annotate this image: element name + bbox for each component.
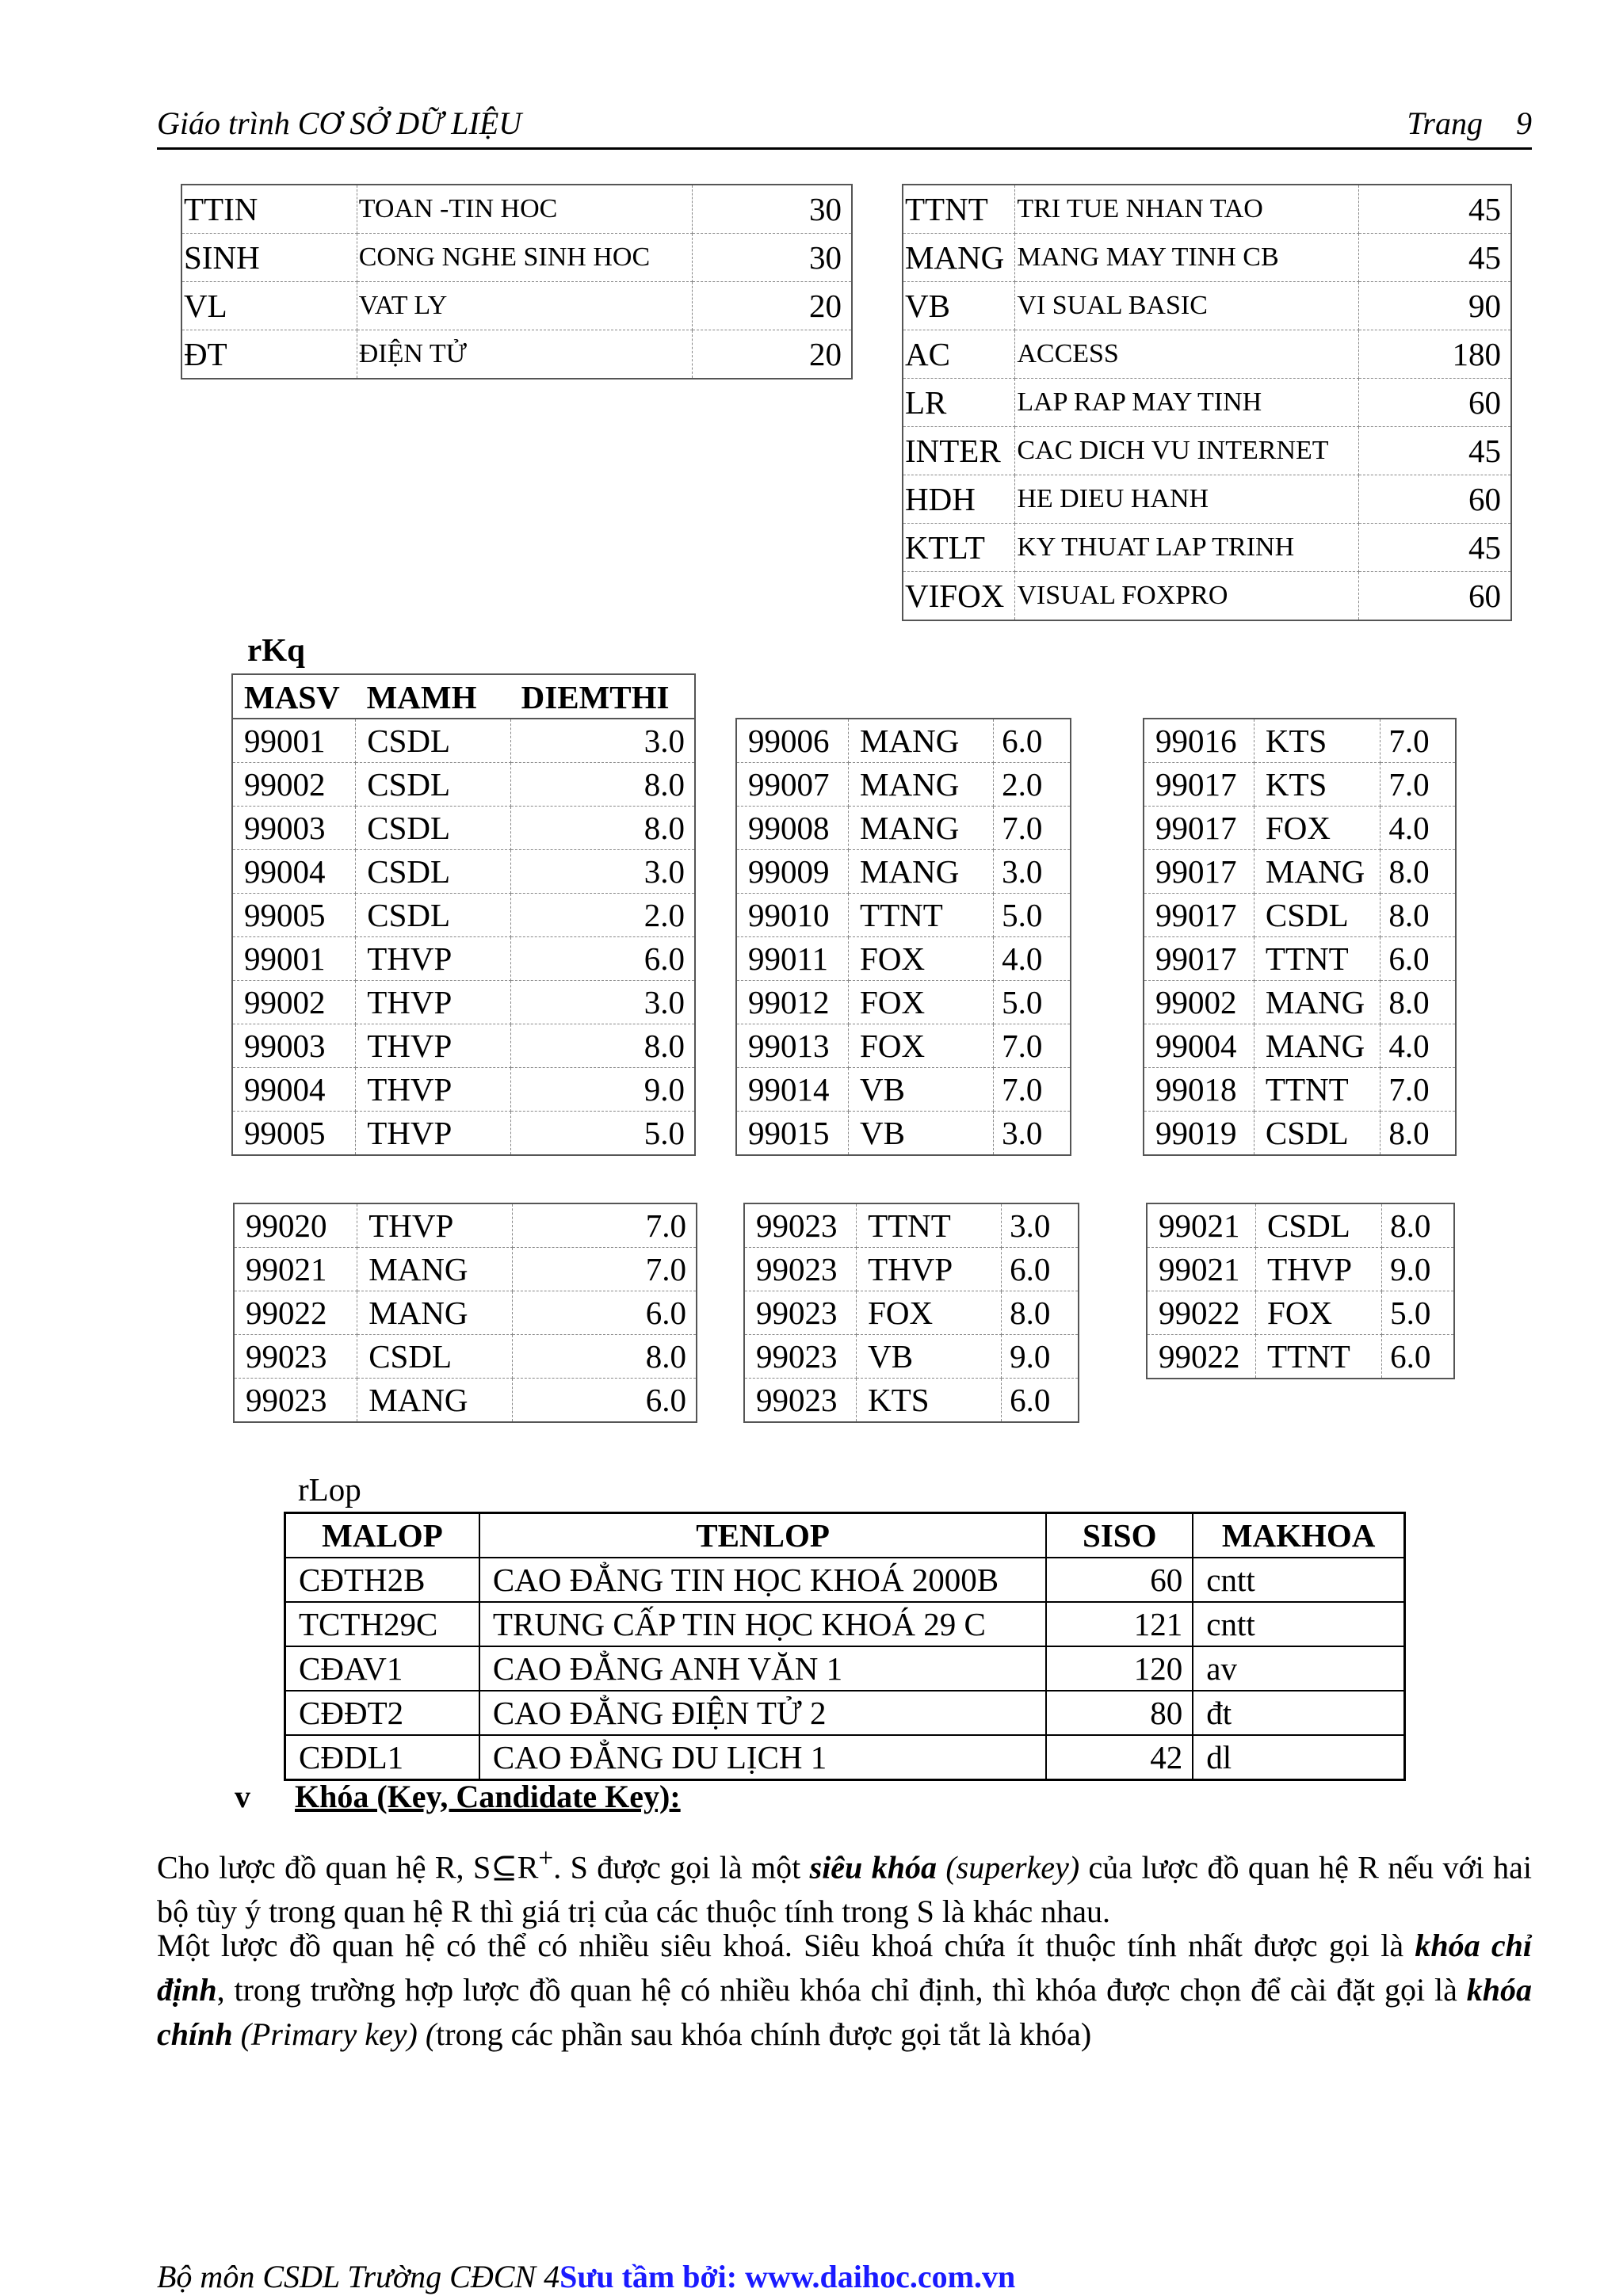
subject-code: MANG	[849, 850, 994, 894]
subject-row	[181, 282, 852, 330]
class-name: TRUNG CẤP TIN HỌC KHOÁ 29 C	[479, 1602, 1046, 1646]
subject-code: MANG	[357, 1248, 513, 1291]
subject-code: TTNT	[1256, 1335, 1382, 1379]
p1-text-b: R	[517, 1849, 539, 1886]
subject-code: CSDL	[1254, 894, 1380, 937]
result-row	[744, 1379, 1079, 1423]
subject-hours: 180	[1358, 330, 1511, 379]
subset-symbol: ⊆	[491, 1849, 517, 1886]
student-id: 99017	[1144, 763, 1254, 807]
col-header-siso: SISO	[1046, 1513, 1193, 1558]
score: 8.0	[512, 1335, 697, 1379]
score: 3.0	[510, 719, 695, 763]
subject-code: CSDL	[356, 894, 510, 937]
score: 7.0	[994, 807, 1071, 850]
result-row	[232, 763, 695, 807]
score: 3.0	[994, 850, 1071, 894]
student-id: 99005	[232, 894, 356, 937]
student-id: 99001	[232, 937, 356, 981]
subject-code: CSDL	[1254, 1112, 1380, 1156]
result-row	[744, 1248, 1079, 1291]
subject-code: VB	[849, 1068, 994, 1112]
subject-hours: 45	[1358, 234, 1511, 282]
student-id: 99022	[234, 1291, 357, 1335]
score: 7.0	[1381, 719, 1456, 763]
result-row	[232, 1112, 695, 1156]
subject-code: ĐT	[181, 330, 357, 379]
col-header-malop: MALOP	[285, 1513, 479, 1558]
student-id: 99002	[232, 981, 356, 1024]
student-id: 99002	[232, 763, 356, 807]
result-row	[232, 807, 695, 850]
subject-row	[903, 475, 1511, 524]
rkq-block-2	[735, 718, 1071, 1156]
subject-name: CAC DICH VU INTERNET	[1015, 427, 1359, 475]
student-id: 99023	[744, 1203, 857, 1248]
result-row	[736, 894, 1071, 937]
result-row	[232, 1024, 695, 1068]
student-id: 99009	[736, 850, 849, 894]
rlop-table	[284, 1512, 1406, 1781]
subject-code: MANG	[849, 719, 994, 763]
subject-code: TTNT	[1254, 937, 1380, 981]
subject-code: FOX	[849, 1024, 994, 1068]
subject-code: TTNT	[857, 1203, 1002, 1248]
student-id: 99017	[1144, 807, 1254, 850]
score: 6.0	[1390, 1338, 1431, 1375]
subject-code: FOX	[1254, 807, 1380, 850]
faculty-code: đt	[1193, 1691, 1404, 1735]
subject-code: THVP	[356, 1068, 510, 1112]
result-row	[736, 807, 1071, 850]
col-header-mamh: MAMH	[366, 679, 477, 715]
student-id: 99002	[1144, 981, 1254, 1024]
score: 3.0	[1002, 1203, 1079, 1248]
subject-row	[903, 234, 1511, 282]
student-id: 99019	[1144, 1112, 1254, 1156]
result-row	[232, 981, 695, 1024]
result-row	[1144, 937, 1456, 981]
score: 7.0	[994, 1024, 1071, 1068]
subject-code: KTS	[1254, 763, 1380, 807]
p2-text-a: Một lược đồ quan hệ có thể có nhiều siêu khoá. Siêu khoá chứa ít thuộc tính nhất được gọi là	[157, 1928, 1415, 1963]
term-candidate-key: khóa chỉ định	[157, 1928, 1533, 2008]
subject-name: CONG NGHE SINH HOC	[357, 234, 693, 282]
subject-code: VIFOX	[903, 572, 1015, 621]
score: 4.0	[1381, 807, 1456, 850]
subject-name: VISUAL FOXPRO	[1015, 572, 1359, 621]
result-row	[736, 1024, 1071, 1068]
result-row	[1144, 981, 1456, 1024]
result-row	[234, 1335, 697, 1379]
student-id: 99022	[1147, 1335, 1256, 1379]
subject-name: VI SUAL BASIC	[1015, 282, 1359, 330]
student-id: 99023	[744, 1248, 857, 1291]
student-id: 99015	[736, 1112, 849, 1156]
subject-code: FOX	[849, 937, 994, 981]
subject-code: TTIN	[181, 185, 357, 234]
subject-row	[181, 185, 852, 234]
result-row	[234, 1248, 697, 1291]
subject-hours: 90	[1358, 282, 1511, 330]
student-id: 99017	[1144, 894, 1254, 937]
subject-code: MANG	[849, 807, 994, 850]
score: 5.0	[643, 1115, 685, 1151]
result-row	[1144, 807, 1456, 850]
score: 2.0	[994, 763, 1071, 807]
score: 8.0	[510, 763, 695, 807]
score: 6.0	[1010, 1382, 1051, 1418]
result-row	[234, 1379, 697, 1423]
result-row	[744, 1335, 1079, 1379]
score: 2.0	[510, 894, 695, 937]
section-heading: Khóa (Key, Candidate Key):	[295, 1779, 681, 1814]
subject-code: KTLT	[903, 524, 1015, 572]
score: 6.0	[645, 1382, 686, 1418]
class-name: CAO ĐẲNG ANH VĂN 1	[479, 1646, 1046, 1691]
score: 7.0	[512, 1248, 697, 1291]
subject-name: VAT LY	[357, 282, 693, 330]
class-row	[285, 1735, 1405, 1780]
student-id: 99021	[1147, 1203, 1256, 1248]
class-row	[285, 1602, 1405, 1646]
score: 3.0	[510, 981, 695, 1024]
subject-code: TTNT	[849, 894, 994, 937]
subject-code: THVP	[857, 1248, 1002, 1291]
rkq-block-5	[743, 1203, 1079, 1423]
subject-hours: 45	[1358, 524, 1511, 572]
subject-code: MANG	[849, 763, 994, 807]
student-id: 99013	[736, 1024, 849, 1068]
paragraph-candidate-key	[157, 1924, 1532, 2057]
subject-code: AC	[903, 330, 1015, 379]
student-id: 99005	[232, 1112, 356, 1156]
subject-row	[181, 330, 852, 379]
student-id: 99004	[232, 850, 356, 894]
score: 8.0	[510, 807, 695, 850]
class-name: CAO ĐẲNG DU LỊCH 1	[479, 1735, 1046, 1780]
subject-code: LR	[903, 379, 1015, 427]
col-header-makhoa: MAKHOA	[1193, 1513, 1404, 1558]
bullet-marker: v	[235, 1779, 250, 1814]
subject-code: CSDL	[356, 807, 510, 850]
student-id: 99020	[234, 1203, 357, 1248]
score: 9.0	[1002, 1335, 1079, 1379]
subject-row	[903, 572, 1511, 621]
col-header-diemthi: DIEMTHI	[521, 679, 670, 715]
class-row	[285, 1646, 1405, 1691]
page-indicator	[1407, 105, 1532, 142]
score: 7.0	[994, 1068, 1071, 1112]
p2-text-b: , trong trường hợp lược đồ quan hệ có nhiều khóa chỉ định, thì khóa được chọn để cài đặt gọi là	[216, 1972, 1467, 2008]
term-superkey-en: (superkey)	[936, 1849, 1080, 1886]
class-name: CAO ĐẲNG ĐIỆN TỬ 2	[479, 1691, 1046, 1735]
student-id: 99003	[232, 1024, 356, 1068]
subject-name: HE DIEU HANH	[1015, 475, 1359, 524]
subject-code: THVP	[356, 1112, 510, 1156]
score: 7.0	[1381, 763, 1456, 807]
subject-row	[903, 379, 1511, 427]
subject-code: MANG	[357, 1379, 513, 1423]
footer-department: Bộ môn CSDL Trường CĐCN 4	[157, 2259, 560, 2294]
rlop-caption: rLop	[298, 1471, 361, 1508]
class-code: CĐDL1	[285, 1735, 479, 1780]
subject-hours: 20	[809, 336, 842, 372]
subject-hours: 45	[1358, 427, 1511, 475]
score: 5.0	[994, 981, 1071, 1024]
score: 6.0	[1381, 937, 1456, 981]
score: 8.0	[1381, 894, 1456, 937]
subject-code: SINH	[181, 234, 357, 282]
class-size: 120	[1046, 1646, 1193, 1691]
student-id: 99003	[232, 807, 356, 850]
document-title: Giáo trình CƠ SỞ DỮ LIỆU	[157, 105, 522, 141]
subject-code: CSDL	[356, 763, 510, 807]
result-row	[1147, 1203, 1454, 1248]
result-row	[234, 1203, 697, 1248]
class-size: 42	[1046, 1735, 1193, 1780]
subject-code: VB	[857, 1335, 1002, 1379]
score: 7.0	[512, 1203, 697, 1248]
score: 3.0	[510, 850, 695, 894]
footer-credit: Sưu tầm bởi: www.daihoc.com.vn	[559, 2259, 1016, 2294]
p1-text-d: của lược đồ quan hệ R nếu với hai bộ tùy ý trong quan hệ R thì giá trị của các thuộc tính trong S là khác nhau.	[157, 1849, 1532, 1930]
score: 6.0	[994, 719, 1071, 763]
subject-code: FOX	[1256, 1291, 1382, 1335]
class-code: TCTH29C	[285, 1602, 479, 1646]
class-code: CĐĐT2	[285, 1691, 479, 1735]
subject-code: THVP	[1256, 1248, 1382, 1291]
result-row	[736, 937, 1071, 981]
result-row	[736, 1068, 1071, 1112]
student-id: 99022	[1147, 1291, 1256, 1335]
result-row	[232, 937, 695, 981]
result-row	[744, 1291, 1079, 1335]
col-header-tenlop: TENLOP	[479, 1513, 1046, 1558]
subject-code: THVP	[356, 981, 510, 1024]
class-row	[285, 1558, 1405, 1602]
rkq-block-1	[231, 718, 696, 1156]
faculty-code: dl	[1193, 1735, 1404, 1780]
subject-code: CSDL	[1256, 1203, 1382, 1248]
score: 8.0	[1388, 1115, 1430, 1151]
result-row	[232, 719, 695, 763]
subject-hours: 60	[1468, 578, 1501, 614]
result-row	[1144, 719, 1456, 763]
p1-sup: +	[538, 1844, 554, 1873]
result-row	[232, 894, 695, 937]
result-row	[232, 850, 695, 894]
score: 8.0	[1381, 981, 1456, 1024]
result-row	[736, 981, 1071, 1024]
subject-name: LAP RAP MAY TINH	[1015, 379, 1359, 427]
result-row	[1147, 1335, 1454, 1379]
subject-row	[903, 185, 1511, 234]
student-id: 99021	[234, 1248, 357, 1291]
result-row	[1147, 1291, 1454, 1335]
subject-code: THVP	[356, 937, 510, 981]
faculty-code: av	[1193, 1646, 1404, 1691]
result-row	[1144, 1068, 1456, 1112]
student-id: 99023	[744, 1379, 857, 1423]
rkq-block-6	[1146, 1203, 1455, 1379]
subject-code: CSDL	[356, 719, 510, 763]
score: 4.0	[1381, 1024, 1456, 1068]
class-code: CĐTH2B	[285, 1558, 479, 1602]
subject-name: TOAN -TIN HOC	[357, 185, 693, 234]
p2-text-c: trong các phần sau khóa chính được gọi tắt là khóa)	[436, 2016, 1092, 2052]
student-id: 99023	[234, 1379, 357, 1423]
subject-name: ACCESS	[1015, 330, 1359, 379]
rkq-block-3	[1143, 718, 1457, 1156]
student-id: 99023	[234, 1335, 357, 1379]
student-id: 99011	[736, 937, 849, 981]
subject-code: HDH	[903, 475, 1015, 524]
subject-code: CSDL	[357, 1335, 513, 1379]
subjects-table-right	[902, 184, 1512, 621]
subject-hours: 60	[1358, 475, 1511, 524]
score: 9.0	[1382, 1248, 1454, 1291]
subject-code: INTER	[903, 427, 1015, 475]
score: 6.0	[512, 1291, 697, 1335]
student-id: 99018	[1144, 1068, 1254, 1112]
result-row	[234, 1291, 697, 1335]
subject-code: TTNT	[1254, 1068, 1380, 1112]
score: 4.0	[994, 937, 1071, 981]
paragraph-superkey	[157, 1836, 1532, 1934]
result-row	[736, 719, 1071, 763]
student-id: 99012	[736, 981, 849, 1024]
score: 6.0	[510, 937, 695, 981]
subject-hours: 20	[693, 282, 852, 330]
subject-name: KY THUAT LAP TRINH	[1015, 524, 1359, 572]
class-code: CĐAV1	[285, 1646, 479, 1691]
subject-row	[903, 330, 1511, 379]
subject-hours: 60	[1358, 379, 1511, 427]
subject-code: THVP	[356, 1024, 510, 1068]
page-word: Trang	[1407, 105, 1483, 141]
subject-name: ĐIỆN TỬ	[357, 330, 693, 379]
page-footer	[157, 2258, 1015, 2295]
class-row	[285, 1691, 1405, 1735]
result-row	[1144, 1024, 1456, 1068]
score: 8.0	[1381, 850, 1456, 894]
rkq-header	[231, 673, 696, 719]
student-id: 99010	[736, 894, 849, 937]
subject-row	[181, 234, 852, 282]
rkq-caption: rKq	[247, 631, 305, 668]
result-row	[232, 1068, 695, 1112]
result-row	[736, 850, 1071, 894]
student-id: 99023	[744, 1291, 857, 1335]
result-row	[736, 763, 1071, 807]
subject-hours: 45	[1358, 185, 1511, 234]
student-id: 99021	[1147, 1248, 1256, 1291]
subject-code: MANG	[1254, 850, 1380, 894]
student-id: 99004	[1144, 1024, 1254, 1068]
page-header	[157, 97, 1532, 150]
subject-code: CSDL	[356, 850, 510, 894]
score: 9.0	[510, 1068, 695, 1112]
page-number: 9	[1516, 105, 1532, 141]
subject-code: VB	[903, 282, 1015, 330]
faculty-code: cntt	[1193, 1602, 1404, 1646]
subject-code: VL	[181, 282, 357, 330]
student-id: 99008	[736, 807, 849, 850]
p1-text-a: Cho lược đồ quan hệ R, S	[157, 1849, 491, 1886]
subject-code: TTNT	[903, 185, 1015, 234]
student-id: 99023	[744, 1335, 857, 1379]
score: 8.0	[510, 1024, 695, 1068]
class-name: CAO ĐẲNG TIN HỌC KHOÁ 2000B	[479, 1558, 1046, 1602]
class-size: 80	[1046, 1691, 1193, 1735]
term-superkey: siêu khóa	[809, 1849, 937, 1886]
student-id: 99017	[1144, 850, 1254, 894]
subject-row	[903, 524, 1511, 572]
student-id: 99007	[736, 763, 849, 807]
subject-name: TRI TUE NHAN TAO	[1015, 185, 1359, 234]
subject-code: MANG	[1254, 981, 1380, 1024]
result-row	[1144, 763, 1456, 807]
student-id: 99006	[736, 719, 849, 763]
subject-hours: 30	[693, 234, 852, 282]
result-row	[1144, 850, 1456, 894]
subject-code: FOX	[849, 981, 994, 1024]
result-row	[744, 1203, 1079, 1248]
faculty-code: cntt	[1193, 1558, 1404, 1602]
score: 5.0	[1382, 1291, 1454, 1335]
student-id: 99004	[232, 1068, 356, 1112]
subject-row	[903, 282, 1511, 330]
term-primary-key: khóa chính	[157, 1972, 1532, 2052]
score: 5.0	[994, 894, 1071, 937]
subject-code: KTS	[857, 1379, 1002, 1423]
student-id: 99014	[736, 1068, 849, 1112]
subject-code: MANG	[357, 1291, 513, 1335]
student-id: 99017	[1144, 937, 1254, 981]
score: 7.0	[1381, 1068, 1456, 1112]
term-primary-key-en: (Primary key) (	[232, 2016, 437, 2052]
result-row	[1144, 1112, 1456, 1156]
score: 8.0	[1382, 1203, 1454, 1248]
result-row	[736, 1112, 1071, 1156]
score: 3.0	[1002, 1115, 1043, 1151]
class-size: 121	[1046, 1602, 1193, 1646]
subject-code: MANG	[1254, 1024, 1380, 1068]
result-row	[1147, 1248, 1454, 1291]
subject-name: MANG MAY TINH CB	[1015, 234, 1359, 282]
subject-code: KTS	[1254, 719, 1380, 763]
subject-code: THVP	[357, 1203, 513, 1248]
subject-code: MANG	[903, 234, 1015, 282]
subject-code: FOX	[857, 1291, 1002, 1335]
subject-hours: 30	[693, 185, 852, 234]
score: 8.0	[1002, 1291, 1079, 1335]
student-id: 99001	[232, 719, 356, 763]
subjects-table-left	[181, 184, 853, 379]
subject-row	[903, 427, 1511, 475]
p1-text-c: . S được gọi là một	[553, 1849, 810, 1886]
class-size: 60	[1046, 1558, 1193, 1602]
score: 6.0	[1002, 1248, 1079, 1291]
col-header-masv: MASV	[244, 679, 340, 715]
rkq-block-4	[233, 1203, 697, 1423]
student-id: 99016	[1144, 719, 1254, 763]
subject-code: VB	[849, 1112, 994, 1156]
result-row	[1144, 894, 1456, 937]
